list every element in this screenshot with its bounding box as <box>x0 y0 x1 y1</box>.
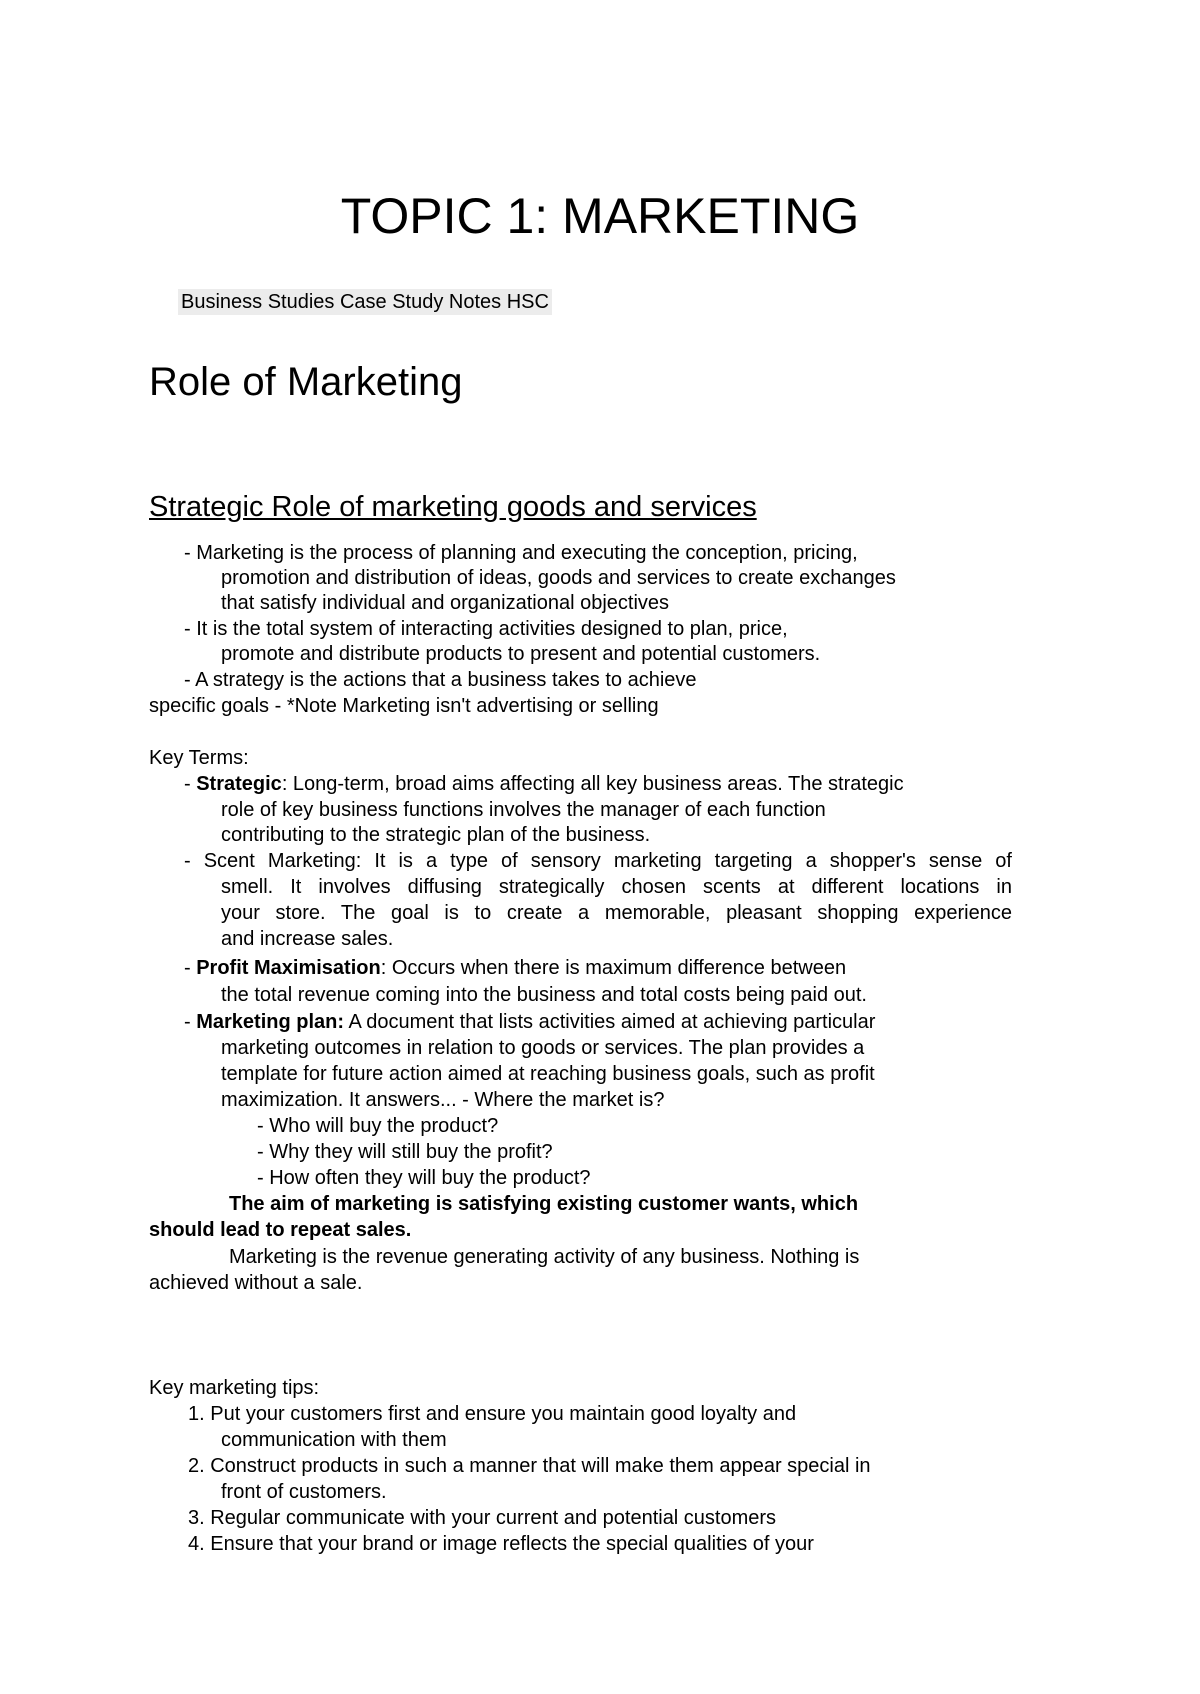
tips-label: Key marketing tips: <box>149 1377 320 1399</box>
paragraph-line: - A strategy is the actions that a business takes to achieve <box>184 669 697 691</box>
paragraph-line: maximization. It answers... - Where the market is? <box>221 1089 665 1111</box>
tip-item: 1. Put your customers first and ensure you maintain good loyalty and <box>188 1403 797 1425</box>
term-name: Marketing plan: <box>196 1011 345 1033</box>
paragraph-line: marketing outcomes in relation to goods or services. The plan provides a <box>221 1037 865 1059</box>
tip-item-cont: communication with them <box>221 1429 447 1451</box>
key-term-profit: - Profit Maximisation: Occurs when there is maximum difference between <box>184 957 847 979</box>
paragraph-line: specific goals - *Note Marketing isn't advertising or selling <box>149 695 659 717</box>
key-terms-label: Key Terms: <box>149 747 249 769</box>
document-subtitle: Business Studies Case Study Notes HSC <box>178 289 552 315</box>
paragraph-line: that satisfy individual and organizational objectives <box>221 592 670 614</box>
tip-item: 2. Construct products in such a manner that will make them appear special in <box>188 1455 871 1477</box>
tip-item: 4. Ensure that your brand or image reflects the special qualities of your <box>188 1533 814 1555</box>
paragraph-line: promotion and distribution of ideas, goods and services to create exchanges <box>221 567 896 589</box>
term-name: Strategic <box>196 773 282 795</box>
paragraph-line: promote and distribute products to present and potential customers. <box>221 643 821 665</box>
key-term-strategic: - Strategic: Long-term, broad aims affecting all key business areas. The strategic <box>184 773 904 795</box>
key-term-scent: - Scent Marketing: It is a type of sensory marketing targeting a shopper's sense of <box>184 850 1012 872</box>
subsection-heading: Strategic Role of marketing goods and services <box>149 491 757 523</box>
paragraph-line: role of key business functions involves the manager of each function <box>221 799 826 821</box>
tip-item: 3. Regular communicate with your current and potential customers <box>188 1507 777 1529</box>
section-heading: Role of Marketing <box>149 360 463 404</box>
paragraph-line: contributing to the strategic plan of the business. <box>221 824 651 846</box>
paragraph-line: - It is the total system of interacting activities designed to plan, price, <box>184 618 788 640</box>
paragraph-line: template for future action aimed at reaching business goals, such as profit <box>221 1063 875 1085</box>
paragraph-line: your store. The goal is to create a memorable, pleasant shopping experience <box>221 902 1012 924</box>
paragraph-line: smell. It involves diffusing strategically chosen scents at different locations in <box>221 876 1012 898</box>
paragraph-line: Marketing is the revenue generating activity of any business. Nothing is <box>229 1246 860 1268</box>
aim-statement: The aim of marketing is satisfying existing customer wants, which <box>229 1193 859 1215</box>
sub-question: - Who will buy the product? <box>257 1115 499 1137</box>
aim-statement-cont: should lead to repeat sales. <box>149 1219 412 1241</box>
sub-question: - How often they will buy the product? <box>257 1167 591 1189</box>
term-name: Profit Maximisation <box>196 957 381 979</box>
paragraph-line: achieved without a sale. <box>149 1272 363 1294</box>
paragraph-line: - Marketing is the process of planning and executing the conception, pricing, <box>184 542 858 564</box>
tip-item-cont: front of customers. <box>221 1481 387 1503</box>
paragraph-line: and increase sales. <box>221 928 394 950</box>
paragraph-line: the total revenue coming into the business and total costs being paid out. <box>221 984 867 1006</box>
key-term-marketing-plan: - Marketing plan: A document that lists activities aimed at achieving particular <box>184 1011 876 1033</box>
sub-question: - Why they will still buy the profit? <box>257 1141 553 1163</box>
document-title: TOPIC 1: MARKETING <box>340 188 860 244</box>
